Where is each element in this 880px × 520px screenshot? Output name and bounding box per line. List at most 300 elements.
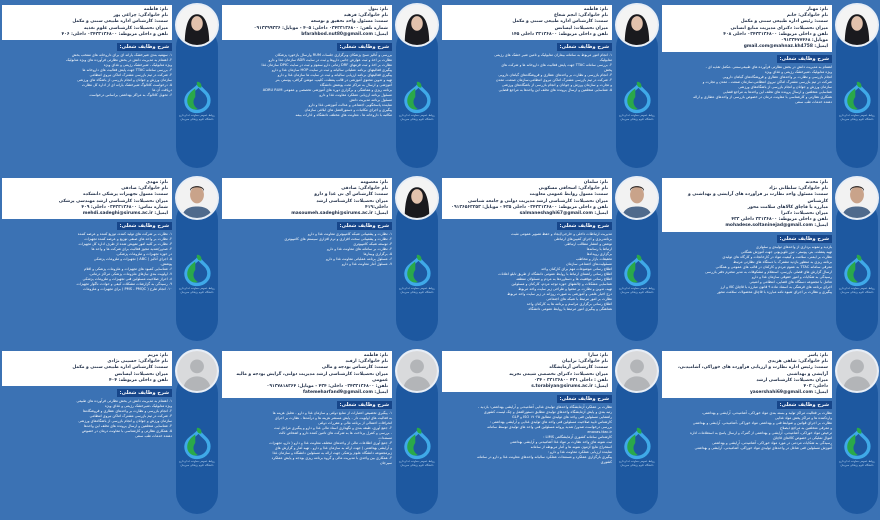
- duty-item: ویژه متابولیک ،شیرخشک رژیمی و غذای ویژه: [764, 70, 832, 75]
- duties-heading: شرح وظایف شغلی:: [337, 222, 392, 230]
- contact-info-box: [2, 351, 172, 386]
- duty-item: - بررسی و کنترل پرداخت ها به شرکت های تامین کننده دارو و اشخاص ثالث: [278, 431, 392, 436]
- info-line: سمت: کارشناس بودجه و مالی: [322, 365, 388, 371]
- info-line: تلفن و داخلی مربوطه: ۴۰۴: [108, 377, 168, 383]
- duties-heading: شرح وظایف شغلی:: [557, 395, 612, 403]
- organization-logo: [838, 80, 876, 121]
- duty-item: بررسی درخواست صدور/ تمدید پروانه مسئولین فنی واحد های تولیدی توسط سامانه: [487, 425, 612, 430]
- duty-item: بازدید و نمونه برداری از واحدهای تولیدی و سلولزی: [756, 244, 832, 249]
- logo-caption: روابط عمومی معاونت غذا و دارو دانشگاه علوم پزشکی سیرجان: [619, 287, 655, 294]
- duties-list: [662, 245, 832, 295]
- duty-item: آموزشی و ارسال به مراکز تحت پوشش دانشگاه: [319, 83, 392, 88]
- duty-item: ثبت نمونه های واحد نظارت بر مواد غذا آشامیدنی و آرایشی بهداشتی: [509, 440, 612, 445]
- info-line: شماره تماس: ۰۳۴۳۳۱۳۶۸۰۰ داخلی: ۴۰۹: [81, 204, 168, 210]
- info-line: تلفن : داخلی ۴۳۱ ۳۳۱۳۶۸۰۰ - ۰۳۴: [533, 377, 608, 383]
- duties-list: [442, 405, 612, 465]
- duty-item: کارشناس سامانه کشوری آزمایشگاهی LIMS :: [543, 435, 612, 440]
- user-placeholder-icon: [397, 351, 437, 391]
- apple-logo-icon: [178, 80, 216, 114]
- contact-info-box: [442, 351, 612, 392]
- card-text-column: [222, 178, 392, 267]
- duty-item: ۹. رسیدگی به گزارشات مشکلات کیفی و حوادث ناگوار تجهیزات: [76, 282, 172, 287]
- info-line: سمت: رئیس اداره طبیعی سنتی و مکمل: [740, 19, 828, 25]
- duty-item: ۵. شناسایی متخلفین و ارسال پرونده های تخلف این واحدها به مراجع قضایی: [498, 88, 612, 93]
- duty-item: ۲- نظارت و پشتیبانی سخت افزاری و نرم افزاری سیستم های کامپیوتری: [284, 237, 392, 242]
- duty-item: متابولیک: [599, 58, 612, 63]
- info-line: نام خانوادگی: سلطانی نژاد: [768, 186, 828, 192]
- info-line: ایمیل: s.torabiyan@sirums.ac.ir: [531, 384, 608, 390]
- duty-item: انجام بازرسی و نظارت بر واحدهای عطاری و فروشگاه‌های گیاهان دارویی: [722, 75, 832, 80]
- info-line: نام: محدثه: [805, 180, 828, 185]
- duty-item: کارشناس تایید صلاحیت مسئولین فنی واحد های تولیدی غذایی و آرایشی بهداشتی :: [489, 420, 612, 425]
- duty-item: کشوری: [600, 460, 612, 465]
- duty-item: ۲. اهتمام به مدیریت دانش در بخش نظارتی فرآورده های ویژه متابولیک: [66, 58, 172, 63]
- info-line: تلفن و داخلی مربوطه: ۳۳۱۳۶۸۰۰ داخلی ۴۳۳: [731, 217, 828, 223]
- staff-card: [442, 173, 660, 345]
- duty-item: ۴. صدور/تمدید مجوز فعالیت برای شرکت ها و واحد ها: [91, 247, 172, 252]
- logo-caption: روابط عمومی معاونت غذا و دارو دانشگاه علوم پزشکی سیرجان: [839, 287, 875, 294]
- info-line: ایمیل: masoumeh.sadeghi@sirums.ac.ir: [291, 211, 388, 217]
- duty-item: ۳. نظارت بر کلیه امور تفویض شده از طرف اداره کل تجهیزات: [78, 242, 172, 247]
- duty-item: ۱- نظارت و پشتیبانی شبکه کامپیوتری معاونت غذا و دارو: [307, 232, 392, 237]
- duties-list: [222, 232, 392, 267]
- user-placeholder-icon: [177, 351, 217, 391]
- duty-item: دهنده خدمات طب سنتی: [135, 434, 172, 439]
- info-line: سمت: کارشناس اداره طبیعی سنتی و مکمل: [72, 365, 168, 371]
- logo-caption: روابط عمومی معاونت غذا و دارو دانشگاه علوم پزشکی سیرجان: [619, 114, 655, 121]
- avatar: [617, 351, 657, 391]
- organization-logo: [178, 253, 216, 294]
- profile-photo: [397, 5, 437, 45]
- organization-logo: [398, 80, 436, 121]
- duty-item: اطلاع رسانی موضوعات مهم برای کارکنان واحد: [541, 267, 612, 272]
- logo-caption: روابط عمومی معاونت غذا و دارو دانشگاه علوم پزشکی سیرجان: [619, 460, 655, 467]
- duty-item: شرکت در تیم بازرسی مشترک اماکن نیروی انتظامی،سازمان صنعت ، معدن و تجارت و: [702, 80, 832, 85]
- avatar: [397, 351, 437, 391]
- duty-item: دریافت آن ها: [152, 88, 172, 93]
- organization-logo: [398, 426, 436, 467]
- info-line: ایمیل: mehdi.sadeghi@sirums.ac.ir: [82, 211, 168, 217]
- duty-item: رتبه بندی و پایش آزمایشگاه واحدهای تولیدی مطابق دستورالعمل و چک لیست کشوری: [483, 410, 612, 415]
- duties-list: [2, 53, 172, 98]
- info-line: داخلی: ۴۰۳: [803, 384, 828, 390]
- apple-logo-icon: [618, 80, 656, 114]
- info-line: نام: بتول: [368, 7, 388, 12]
- duty-item: مسئولیت‌های اجتماعی سازمان: [566, 262, 612, 267]
- info-line: موبایل: ۰۹۱۳۳۴۷۷۴۶۸: [780, 38, 828, 44]
- staff-card: [222, 346, 440, 518]
- duty-item: ویژه متابولیک ،شیرخشک رژیمی و غذای ویژه: [104, 404, 172, 409]
- staff-card: [662, 0, 880, 172]
- duties-heading: شرح وظایف شغلی:: [117, 389, 172, 397]
- info-line: میزان تحصیلات: دکترا: [781, 211, 828, 217]
- duty-item: ترخیص مواد خوراکی، آشامیدنی، آرایشی و بهداشتی از گمرک و ارسال پاسخ به استعلامات اداره: [689, 431, 832, 436]
- info-line: شماره تلفن: ۰۳۴۳۳۱۳۶۸۰۰ داخلی: ۴۰۵ - موبایل: ۰۹۱۳۲۹۹۳۳۶: [253, 25, 388, 31]
- info-line: مبارزه با قاچاق کالاهای سلامت محور: [747, 204, 828, 210]
- duty-item: اطلاع رسانی راهنمای ارتباط با روابط عمومی دانشگاه از طریق تابلو اعلانات: [498, 272, 612, 277]
- organization-logo: [838, 426, 876, 467]
- duties-list: [442, 232, 612, 312]
- info-line: سمت: کارشناس آی تی غذا و دارو: [314, 192, 388, 198]
- avatar: [397, 178, 437, 218]
- duty-item: ۸. احراز صلاحیت مسئولین فنی تجهیزات و ملزومات پزشکی: [82, 277, 172, 282]
- card-text-column: [442, 178, 612, 312]
- info-line: میزان تحصیلات: کارشناسی ارشد مهندسی پزشکی: [58, 198, 168, 204]
- duty-item: سازمان ورزش و جوانان و انجام بازرسی از باشگاه‌های ورزشی: [738, 85, 832, 90]
- duty-item: نظارت بر عملکرد آزمایشگاه واحدهای تولیدی غذایی آشامیدنی و آرایشی بهداشتی: بازدید ،: [478, 405, 612, 410]
- contact-info-box: [442, 5, 612, 40]
- user-placeholder-icon: [617, 351, 657, 391]
- duty-item: تعامل با مجموعه دستگاه های قضایی، انتظامی و امنیتی: [749, 279, 832, 284]
- avatar: [837, 351, 877, 391]
- info-line: تلفن: ۰۳۴۳۳۱۳۶۸۰۰ داخلی: ۴۳۴ - موبایل: ۰۹۱۳۷۸۱۸۳۶۴: [266, 384, 388, 390]
- info-line: میزان تحصیلات: کارشناسی ارشد مدیریت دولتی، گرایش بودجه و مالیه عمومی: [236, 371, 388, 383]
- duty-item: راهنمایی مسئولین فنی واحد های تولیدی مطابق ISO ۱۷۰۲۵ و GLP: [512, 415, 612, 420]
- duty-item: پیگیری بارگزاری عملکرد و مستندات عملکرد سالیانه واحدهای معاونت غذا و دارو در سامانه: [476, 455, 612, 460]
- duty-item: رسیدگی به شکایات و امور حقوقی سازمان غذا و دارو: [751, 274, 832, 279]
- profile-photo: [837, 178, 877, 218]
- profile-photo: [397, 178, 437, 218]
- info-line: نام: مهناز: [806, 7, 828, 12]
- card-text-column: [2, 5, 172, 98]
- organization-logo: [178, 426, 216, 467]
- info-line: نام خانوادگی: خانم: [786, 13, 828, 19]
- card-text-column: [2, 351, 172, 439]
- apple-logo-icon: [838, 80, 876, 114]
- duties-heading: شرح وظایف شغلی:: [777, 235, 832, 243]
- info-line: ایمیل: mohadese.soltaninejad@gmail.com: [725, 223, 828, 229]
- duty-item: اطلاع رسانی برگزاری مراسم و برنامه ها به کارکنان واحد: [526, 302, 612, 307]
- duty-item: ۱. انجام امور مربوط به سامانه بیماران متابولیک و تامین شیر خشک های رژیمی: [494, 53, 612, 58]
- card-text-column: [2, 178, 172, 292]
- duty-item: شناسایی مشکلات و چالشهای حوزه توجه مردم، کارکنان و مسئولین: [511, 282, 612, 287]
- card-text-column: [222, 5, 392, 118]
- duty-item: ۱. اهتمام به مدیریت دانش در بخش نظارتی فرآورده های طبیعی: [76, 399, 172, 404]
- duty-item: ۳. شرکت در تیم بازرسی مشترک اماکن نیروی انتظامی: [89, 414, 172, 419]
- duties-heading: شرح وظایف شغلی:: [557, 43, 612, 51]
- logo-caption: روابط عمومی معاونت غذا و دارو دانشگاه علوم پزشکی سیرجان: [399, 287, 435, 294]
- info-line: سمت: مسئول واحد نظارت بر فرآورده های آرایشی و بهداشتی و کارشناس: [688, 192, 828, 204]
- duty-item: دهنده خدمات طب سنتی: [795, 100, 832, 105]
- organization-logo: [838, 253, 876, 294]
- info-line: نام: فاطمه: [363, 353, 388, 358]
- info-line: تلفن و داخلی مربوطه: ۰۳۴۳۳۱۳۶۸۰۰ داخلی ۴۰۸: [723, 31, 828, 37]
- info-line: میزان تحصیلات: کارشناسی ارشد: [756, 377, 828, 383]
- info-line: نام خانوادگی: ارفند: [345, 359, 388, 365]
- duty-item: ۳- جمع آوری اطلاعات مالی از واحدهای مختلف معاونت غذا و دارو ( دارو، تجهیزات: [269, 441, 392, 446]
- apple-logo-icon: [618, 253, 656, 287]
- info-line: میزان تحصیلات: لیسانس: [114, 371, 168, 377]
- logo-caption: روابط عمومی معاونت غذا و دارو دانشگاه علوم پزشکی سیرجان: [179, 114, 215, 121]
- apple-logo-icon: [178, 253, 216, 287]
- info-line: سمت: کارشناس آزمایشگاه: [549, 365, 608, 371]
- duty-item: سیرجان: [379, 461, 392, 466]
- info-line: میزان تحصیلات: کارشناسی ارشد مدیریت دولتی و جامعه شناسی: [467, 198, 608, 204]
- logo-caption: روابط عمومی معاونت غذا و دارو دانشگاه علوم پزشکی سیرجان: [179, 460, 215, 467]
- info-line: نام: سارا: [588, 353, 608, 358]
- duty-item: پیگیری و نظارت بر اجرای شیوه نامه مبارزه با قاچاق محصولات سلامت محور: [717, 289, 832, 294]
- duty-item: هماهنگی و پیگیری امور مرتبط با روابط عمومی دانشگاه: [528, 307, 612, 312]
- duty-item: ۲- جمع آوری، طبقه بندی و نگهداری اسناد مالی غذا و دارو و پیگیری مراحل ثبت: [274, 426, 392, 431]
- info-line: نام خانوادگی: شاهی هریدی: [767, 359, 828, 365]
- duty-item: مستندات: [378, 436, 392, 441]
- duty-item: ۲. بررسی سامانه TTAC جهت پایش فعالیت های داروخانه ها و شرکت های: [501, 63, 612, 68]
- info-line: نام: مهدی: [146, 180, 168, 185]
- organization-logo: [398, 253, 436, 294]
- duty-item: ۵- برگزاری وبینارها: [363, 252, 392, 257]
- duty-item: نظارت بر اخذ و ثبت عوارض جانبی داروها و ثبت در سایت ADR سازمان غذا و دارو: [268, 58, 392, 63]
- duty-item: ۳. انجام بازرسی و نظارت بر واحدهای عطاری و فروشگاه‌های گیاهان دارویی: [498, 73, 612, 78]
- duty-item: مسئول برنامه مدیریت دانش: [349, 98, 392, 103]
- duty-item: ۲. نظارت بر واحد های صنفی توزیع و عرضه کننده تجهیزات: [84, 237, 172, 242]
- card-text-column: [222, 351, 392, 466]
- duty-item: مکاتبه با داروخانه ها ، معاونت های مختلف دانشگاه و ادارات بیمه: [295, 113, 392, 118]
- duties-heading: شرح وظایف شغلی:: [777, 401, 832, 409]
- apple-logo-icon: [618, 426, 656, 460]
- info-line: نام خانوادگی: حسینی نژادی: [107, 359, 168, 365]
- duties-heading: شرح وظایف شغلی:: [337, 43, 392, 51]
- duty-item: انحرافات احتمالی از برنامه مالی و مقررات دولتی: [318, 421, 392, 426]
- duty-item: پوشش.: [160, 262, 172, 267]
- info-line: نام: فاطمه: [143, 7, 168, 12]
- duty-item: نماینده پاسخگویی اجتماعی و عدالت آموزشی غذا و دارو: [308, 103, 392, 108]
- duty-item: ۴- نظارت بر سامانه های معاونت غذا و دارو: [327, 247, 392, 252]
- duty-item: اموال تملیکی در خصوص کالاهای قاچاق: [773, 436, 832, 441]
- duty-item: ۱. سهمیه بندی شیرخشک یارانه ای برای داروخانه های منتخب بخش: [71, 53, 172, 58]
- duties-heading: شرح وظایف شغلی:: [117, 222, 172, 230]
- logo-caption: روابط عمومی معاونت غذا و دارو دانشگاه علوم پزشکی سیرجان: [839, 114, 875, 121]
- duty-item: شناسایی متخلفین و ارسال پرونده های تخلف این واحدها به مراجع قضایی: [722, 90, 832, 95]
- duties-list: [2, 232, 172, 292]
- info-line: نام خانوادگی: انجم شعاع: [553, 13, 608, 19]
- info-line: میزان تحصیلات: کارشناسی ارشد: [316, 198, 388, 204]
- duty-item: تهیه و تدوین محتوی آموزشی در قالب پمفلت، کلیپ، موشن گرافی، پوستر، بنر: [275, 78, 392, 83]
- duty-item: اجرای برنامه های فرهنگی به استناد ماده ۹ قانون مبارزه با قاچاق کالا و ارز: [720, 284, 832, 289]
- duty-item: ۷- مسئول آمار معاونت غذا و دارو: [341, 262, 392, 267]
- duty-item: و معرفی متخلفین به مراجع ذیصلاح: [779, 426, 832, 431]
- duty-item: ۴- همکاری بین واحدی با مدیریت مالی و گروه برنامه ریزی بودجه و پایش عملکرد: [271, 456, 392, 461]
- info-line: تلفن و داخلی مربوطه: ۰۳۴۳۳۱۳۶۸۰۰ داخلی ۴۳۵ - موبایل: ۰۹۱۳۶۵۶۳۲۵۳: [451, 204, 608, 210]
- duty-item: اطلاع رسانی موفقیت ها و دستاوردها به مردم و مسئولان منطقه: [516, 277, 612, 282]
- info-line: ایمیل: bfarahbod.nut80@gmail.com: [301, 31, 388, 37]
- duties-heading: شرح وظایف شغلی:: [557, 222, 612, 230]
- profile-photo: [837, 5, 877, 45]
- avatar: [177, 5, 217, 45]
- info-line: ایمیل: fatemeharfand9@gmail.com: [303, 390, 388, 396]
- duty-item: پیگیری فعالیتهای برنامه ارزیابی سالیانه و ثبت در سایت ها سازمان غذا و دارو: [277, 73, 392, 78]
- staff-card: [222, 0, 440, 172]
- duties-heading: شرح وظایف شغلی:: [337, 401, 392, 409]
- user-placeholder-icon: [837, 351, 877, 391]
- duty-item: ارتباط با رسانه‌ها: [586, 247, 612, 252]
- info-line: میزان تحصیلات: کارشناسی علوم تغذیه: [83, 25, 168, 31]
- info-line: نام خانوادگی: اسحاقی مسکونی: [538, 186, 608, 192]
- duty-item: پیگیری و اجرای مکاتبات و دستورالعمل های ابلاغی سازمان: [304, 108, 392, 113]
- duty-item: تهیه، تدوین و نظارت بر محتوا و طراحی زیر سایت واحد مربوط: [518, 287, 612, 292]
- duty-item: همکاری نظارتی و کارشناسی با معاونت درمان در خصوص بازرسی از واحدهای عطاری و ارائه: [693, 95, 832, 100]
- duty-item: ۷. اولویت بندی نیازهای ملزومات پزشکی مراکز درمانی.: [88, 272, 172, 277]
- duty-item: ۴. شرکت در تیم بازرسی مشترک اماکن نیروی انتظامی،سازمان صنعت، معدن: [495, 78, 612, 83]
- duty-item: ۴. شناسایی متخلفین و ارسال پرونده های تخلف این واحدها: [83, 424, 172, 429]
- avatar: [837, 5, 877, 45]
- duty-item: پخش: [604, 68, 612, 73]
- duty-item: ۴. شرکت در تیم بازرسی مشترک اماکن نیروی انتظامی: [89, 73, 172, 78]
- apple-logo-icon: [398, 80, 436, 114]
- duty-item: ۶. تحویل کاتالوگ به مراکز بهداشتی براساس درخواست: [89, 93, 172, 98]
- avatar: [837, 178, 877, 218]
- info-line: نام: فاطمه: [583, 7, 608, 12]
- info-line: نام: مریم: [147, 353, 168, 358]
- duties-heading: شرح وظایف شغلی:: [777, 55, 832, 63]
- duty-item: ۵. درخواست کاتالوگ شیرخشک یارانه ای از اداره کل نظارت: [81, 83, 172, 88]
- duty-item: استخراج نتایج آزمون نمونه ها و آمار مربوطه از سامانه: [530, 445, 612, 450]
- avatar: [617, 5, 657, 45]
- organization-logo: [618, 426, 656, 467]
- duty-item: ۳- توسعه شبکه کامپیوتری: [353, 242, 392, 247]
- staff-card: [442, 0, 660, 172]
- logo-caption: روابط عمومی معاونت غذا و دارو دانشگاه علوم پزشکی سیرجان: [839, 460, 875, 467]
- duty-item: درج اخبار علمی و آموزشی به صورت روزانه در زیر سایت واحد مربوط: [507, 292, 612, 297]
- duties-list: [662, 411, 832, 451]
- duty-item: بررسی و آنالیز نسخ پزشکان وبرگزاری جلسات RUM وارسال بازخورد پزشکان: [275, 53, 392, 58]
- duty-item: برنامه ریزی به منظور بازدید مشترک با دستگاه های نظارتی مرتبط: [733, 259, 832, 264]
- info-line: سمت: کارشناس اداره طبیعی سنتی و مکمل: [72, 19, 168, 25]
- info-line: ایمیل: salmaneshaghi67@gmail.com: [519, 211, 608, 217]
- duty-item: برنامه ریزی و هماهنگی و برگزاری دوره های آموزشی تخصصی و عمومی ADRU RUM: [262, 88, 392, 93]
- duty-item: ۱۰. انجام طرح ( PMS - PMQC ) برای تجهیزات و ملزومات: [83, 287, 172, 292]
- info-line: نام خانوادگی: فرهبد: [343, 13, 388, 19]
- contact-info-box: [662, 178, 832, 232]
- duty-item: تهیه پمفلت، بنر، پوستر ، تیزر تلویزیونی جهت آموزش همگانی: [740, 249, 832, 254]
- info-line: سمت: مسول تجهیزات پزشکی دانشکده: [83, 192, 168, 198]
- info-line: تلفن و داخلی مربوطه: ۳۳۱۳۶۸۰۰ داخلی ۱۴۵: [511, 31, 608, 37]
- info-line: سمت: کارشناس اداره طبیعی سنتی و مکمل: [512, 19, 608, 25]
- duties-list: [222, 411, 392, 466]
- duty-item: نوشتن و انتشار مطالب ارتباطی: [564, 242, 612, 247]
- info-line: سمت: رئیس اداره نظارت و ارزیابی فرآورده های خوراکی، آشامیدنی، آرایشی و بهداشتی: [678, 365, 828, 377]
- duty-item: سازمان ورزش و جوانان و انجام بازرسی از باشگاه های ورزشی: [77, 78, 172, 83]
- info-line: داخلی:۴۱۹: [365, 204, 388, 210]
- avatar: [177, 178, 217, 218]
- duty-item: در حوزه تجهیزات و ملزومات پزشکی.: [115, 252, 172, 257]
- contact-info-box: [442, 178, 612, 219]
- profile-photo: [177, 5, 217, 45]
- avatar: [177, 351, 217, 391]
- info-line: ایمیل: yasershahi69@gmail.com: [749, 390, 828, 396]
- duty-item: تحقیقات بازار و مخاطب: [576, 257, 612, 262]
- profile-photo: [177, 178, 217, 218]
- info-line: نام خانوادگی: ترابیان: [561, 359, 608, 365]
- staff-card: [222, 173, 440, 345]
- duties-list: [222, 53, 392, 118]
- duty-item: واردکننده ها و مراکز پخش مواد غذایی: [775, 416, 832, 421]
- info-line: سمت: مسول روابط عمومی معاونت: [529, 192, 608, 198]
- duties-list: [662, 65, 832, 105]
- info-line: میزان تحصیلات: لیسانس: [554, 25, 608, 31]
- duty-item: ۲. انجام بازرسی و نظارت بر واحدهای عطاری و فروشگاه‌ها: [83, 409, 172, 414]
- logo-caption: روابط عمومی معاونت غذا و دارو دانشگاه علوم پزشکی سیرجان: [399, 114, 435, 121]
- duty-item: ۱. نظارت بر شرکت های تولید کننده، توزیع کننده و عرضه کننده: [77, 232, 172, 237]
- duty-item: برنامه‌ریزی و اجرای کمپین‌های ارتباطی: [553, 237, 612, 242]
- duty-item: enovas.ttac.ir: [587, 430, 612, 435]
- card-text-column: [662, 351, 832, 451]
- info-line: میزان تحصیلات: دکترای مدیریت منابع انسانی: [730, 25, 828, 31]
- staff-card: [2, 346, 220, 518]
- staff-card: [2, 0, 220, 172]
- duty-item: نظارت بر ایمنی، سلامت و کیفیت مواد در کارخانجات و کارگاه های تولیدی: [722, 254, 832, 259]
- duty-item: ویژه متابولیک ، شیرخشک رژیمی و غذای ویژه: [103, 63, 172, 68]
- profile-photo: [617, 178, 657, 218]
- duty-item: رسیدگی به شکایات مردمی در مورد مواد خوراکی، آشامیدنی، آرایشی و بهداشتی: [712, 441, 832, 446]
- contact-info-box: [2, 178, 172, 219]
- staff-card: [2, 173, 220, 345]
- duty-item: ۶. شناسایی کمبود های تجهیزات و ملزومات پزشکی و اقلام: [84, 267, 172, 272]
- duty-item: اهتمام به مدیریت دانش در بخش نظارتی فرآورده های طبیعی‌سنتی ،مکمل تغذیه ای ،: [705, 65, 832, 70]
- logo-caption: روابط عمومی معاونت غذا و دارو دانشگاه علوم پزشکی سیرجان: [179, 287, 215, 294]
- card-text-column: [662, 5, 832, 105]
- duty-item: برگزاری رویدادها: [586, 252, 612, 257]
- apple-logo-icon: [178, 426, 216, 460]
- duty-item: ۳. بررسی سامانه TTAC جهت پایش فعالیت های داروخانه ها: [82, 68, 172, 73]
- contact-info-box: [662, 351, 832, 398]
- duty-item: نظارت بر اجرای قوانین و ضوابط فنی و بهداشتی مواد خوراکی ،آشامیدنی، آرایشی و بهداشتی: [692, 421, 832, 426]
- info-line: ایمیل: gmail.com@mahnaz.kh4758: [743, 44, 828, 50]
- contact-info-box: [222, 5, 392, 40]
- apple-logo-icon: [838, 253, 876, 287]
- apple-logo-icon: [398, 253, 436, 287]
- avatar: [617, 178, 657, 218]
- duties-heading: شرح وظایف شغلی:: [117, 43, 172, 51]
- duty-item: سازمان ورزش و جوانان و انجام بازرسی از باشگاه‌های ورزشی: [78, 419, 172, 424]
- organization-logo: [618, 80, 656, 121]
- duties-list: [2, 399, 172, 439]
- duty-item: ۱- پیگیری تخصیص اعتبارات از منابع دولتی و سازمان غذا و دارو - تحلیل هزینه ها: [272, 411, 392, 416]
- duty-item: نظارت بر امور مرتبط با شبکه های اجتماعی: [546, 297, 612, 302]
- duty-item: نماینده ارزیابی عملکرد معاونت غذا و دارو :: [547, 450, 612, 455]
- duty-item: مسئول برنامه ارزیابی عملکرد معاونت غذا و دارو: [319, 93, 392, 98]
- organization-logo: [618, 253, 656, 294]
- info-line: سمت: مسئول واحد تحقیق و توسعه: [310, 19, 388, 25]
- info-line: نام خانوادگی: صادقی: [341, 186, 388, 192]
- duty-item: ۶- مسئول برنامه عملیاتی معاونت غذا و دارو: [325, 257, 392, 262]
- duty-item: زیرمجموعه دانشگاه علوم پزشکی جهت ارائه به مسئولین دانشگاه و سازمان غذا: [272, 451, 392, 456]
- apple-logo-icon: [838, 426, 876, 460]
- duty-item: ارسال گزارش های فصلی بازرسی، استعلام و مشکوفات به مدیر محترم دفتر بازرسی: [705, 269, 832, 274]
- duty-item: مدیریت ارتباطات داخلی و خارجی/ایجاد و حفظ تصویر عمومی مثبت: [511, 232, 612, 237]
- duty-item: ۵. اجرای آنالیز ( ABC ) تجهیزات و ملزومات پزشکی: [93, 257, 172, 262]
- staff-card: [442, 346, 660, 518]
- staff-card: [662, 346, 880, 518]
- duties-list: [442, 53, 612, 93]
- duty-item: به فعالیت های اولویت دار - پایش مستمر هزینه ها و درآمدها - نظارت بر اجرای: [274, 416, 392, 421]
- duty-item: معرفی سامانه TTAC به عموم مردم و کارکنان در قالب های عمومی و همگانی: [715, 264, 832, 269]
- logo-caption: روابط عمومی معاونت غذا و دارو دانشگاه علوم پزشکی سیرجان: [399, 460, 435, 467]
- contact-info-box: [2, 5, 172, 40]
- duty-item: و تجارت و سازمان ورزش و جوانان و انجام بازرسی از باشگاه‌های ورزشی: [501, 83, 612, 88]
- apple-logo-icon: [398, 426, 436, 460]
- info-line: تلفن و داخلی مربوطه: ۰۳۴۳۳۱۳۶۸۰۰ داخلی: ۴۰۶: [61, 31, 168, 37]
- duty-item: ۵. همکاری نظارتی و کارشناسی با معاونت درمان در خصوص: [81, 429, 172, 434]
- staff-card: [662, 173, 880, 345]
- duty-item: نظارت بر فعالیت مراکز تولید و بسته بندی مواد خوراکی، آشامیدنی، آرایشی و بهداشتی،: [701, 411, 832, 416]
- duty-item: آموزش مسئولین فنی شاغل در واحدهای تولیدی مواد خوراکی، آشامیدنی، آرایشی و بهداشتی: [694, 446, 832, 451]
- info-line: نام: معصومه: [360, 180, 388, 185]
- duty-item: و آرایشی بهداشتی ) جهت ارائه به سازمان غذا و دارو - تهیه آمار و گزارش های: [274, 446, 392, 451]
- info-line: نام: یاسر: [807, 353, 828, 358]
- card-text-column: [442, 351, 612, 465]
- duty-item: نظارت بر اخذ و ثبت فرمهای DRF زمانی دارو سموم و ثبت در سایت DPIC سازمان غذا: [261, 63, 392, 68]
- info-line: نام خانوادگی: صادقی: [121, 186, 168, 192]
